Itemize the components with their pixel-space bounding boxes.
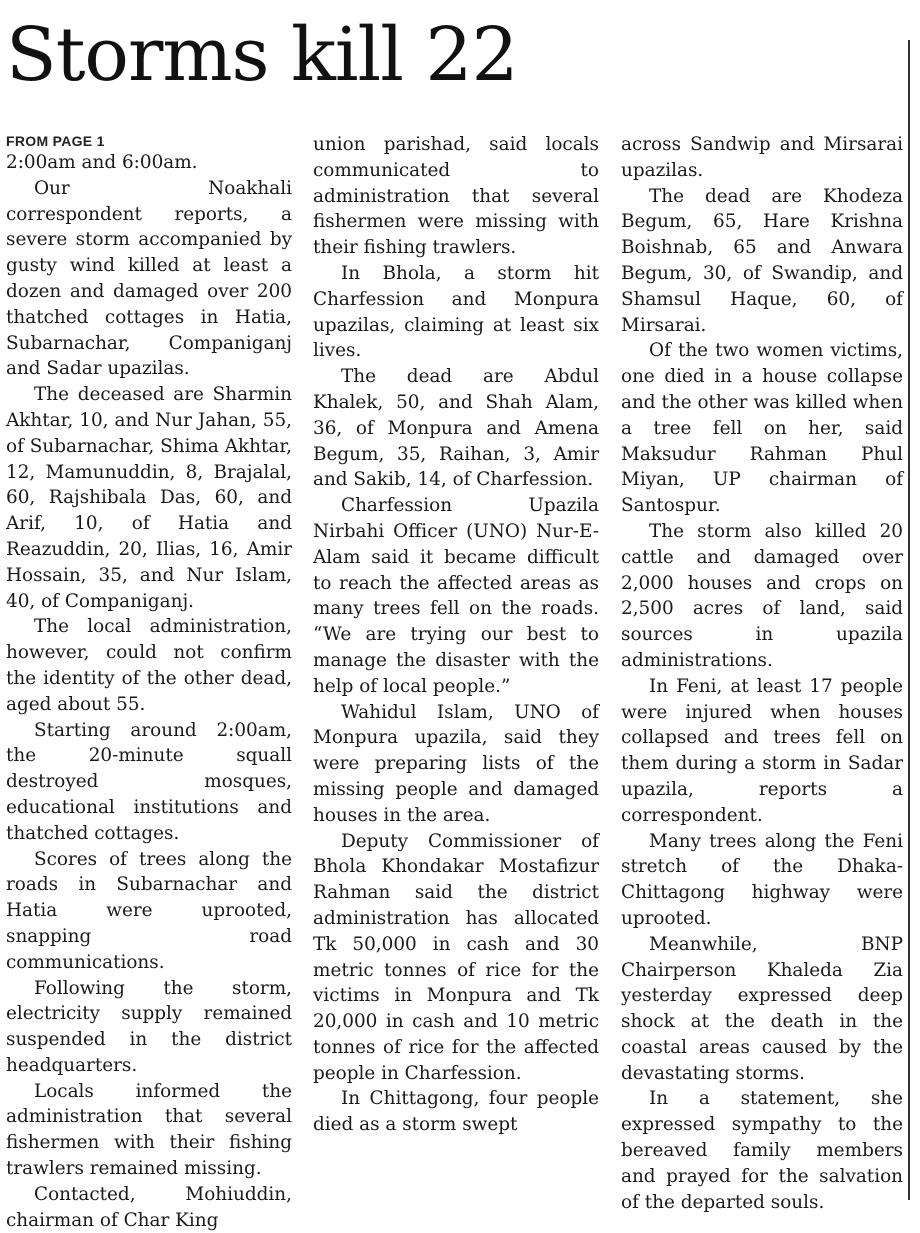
paragraph: Scores of trees along the roads in Subarnachar and Hatia were uprooted, snapping road communications.: [6, 848, 292, 973]
paragraph: In a statement, she expressed sympathy to the bereaved family members and prayed for the salvation of the departed souls.: [621, 1088, 903, 1213]
paragraph: Deputy Commissioner of Bhola Khondakar Mostafizur Rahman said the district administration has allocated Tk 50,000 in cash and 30 metric tonnes of rice for the victims in Monpura and Tk 20,000 in cash and 10 metric tonnes of rice for the affected people in Charfession.: [313, 830, 599, 1084]
paragraph: In Feni, at least 17 people were injured when houses collapsed and trees fell on them during a storm in Sadar upazila, reports a correspondent.: [621, 675, 903, 826]
paragraph: The dead are Khodeza Begum, 65, Hare Krishna Boishnab, 65 and Anwara Begum, 30, of Swandip, and Shamsul Haque, 60, of Mirsarai.: [621, 185, 903, 336]
article-column-3: [621, 132, 903, 1217]
paragraph: Of the two women victims, one died in a house collapse and the other was killed when a tree fell on her, said Maksudur Rahman Phul Miyan, UP chairman of Santospur.: [621, 340, 903, 517]
paragraph: Contacted, Mohiuddin, chairman of Char King: [6, 1183, 292, 1231]
paragraph: Many trees along the Feni stretch of the Dhaka-Chittagong highway were uprooted.: [621, 830, 903, 929]
paragraph: In Bhola, a storm hit Charfession and Monpura upazilas, claiming at least six lives.: [313, 262, 599, 362]
paragraph: The local administration, however, could not confirm the identity of the other dead, aged about 55.: [6, 616, 292, 715]
paragraph: The dead are Abdul Khalek, 50, and Shah Alam, 36, of Monpura and Amena Begum, 35, Raihan, 3, Amir and Sakib, 14, of Charfession.: [313, 366, 599, 491]
paragraph: Charfession Upazila Nirbahi Officer (UNO) Nur-E-Alam said it became difficult to reach the affected areas as many trees fell on the roads. “We are trying our best to manage the disaster with the help of local people.”: [313, 495, 599, 697]
paragraph: The deceased are Sharmin Akhtar, 10, and Nur Jahan, 55, of Subarnachar, Shima Akhtar, 12, Mamunuddin, 8, Brajalal, 60, Rajshibala Das, 60, and Arif, 10, of Hatia and Reazuddin, 20, Ilias, 16, Amir Hossain, 35, and Nur Islam, 40, of Companiganj.: [6, 384, 292, 612]
paragraph: Wahidul Islam, UNO of Monpura upazila, said they were preparing lists of the missing people and damaged houses in the area.: [313, 701, 599, 826]
column-rule: [908, 40, 910, 1200]
paragraph: Starting around 2:00am, the 20-minute squall destroyed mosques, educational institutions and thatched cottages.: [6, 719, 292, 844]
paragraph: Meanwhile, BNP Chairperson Khaleda Zia yesterday expressed deep shock at the death in the coastal areas caused by the devastating storms.: [621, 933, 903, 1084]
paragraph: In Chittagong, four people died as a storm swept: [313, 1088, 599, 1136]
headline: Storms kill 22: [6, 12, 518, 98]
article-column-2: [313, 132, 599, 1217]
paragraph: Our Noakhali correspondent reports, a severe storm accompanied by gusty wind killed at least a dozen and damaged over 200 thatched cottages in Hatia, Subarnachar, Companiganj and Sadar upazilas.: [6, 177, 292, 380]
article-column-1: [6, 132, 292, 1231]
paragraph: union parishad, said locals communicated to administration that several fishermen were missing with their fishing trawlers.: [313, 134, 599, 259]
from-page-kicker: FROM PAGE 1: [6, 133, 105, 149]
paragraph: The storm also killed 20 cattle and damaged over 2,000 houses and crops on 2,500 acres of land, said sources in upazila administrations.: [621, 520, 903, 671]
paragraph: Locals informed the administration that several fishermen with their fishing trawlers remained missing.: [6, 1080, 292, 1180]
paragraph: Following the storm, electricity supply remained suspended in the district headquarters.: [6, 977, 292, 1076]
paragraph: across Sandwip and Mirsarai upazilas.: [621, 134, 903, 181]
paragraph: 2:00am and 6:00am.: [6, 152, 198, 173]
